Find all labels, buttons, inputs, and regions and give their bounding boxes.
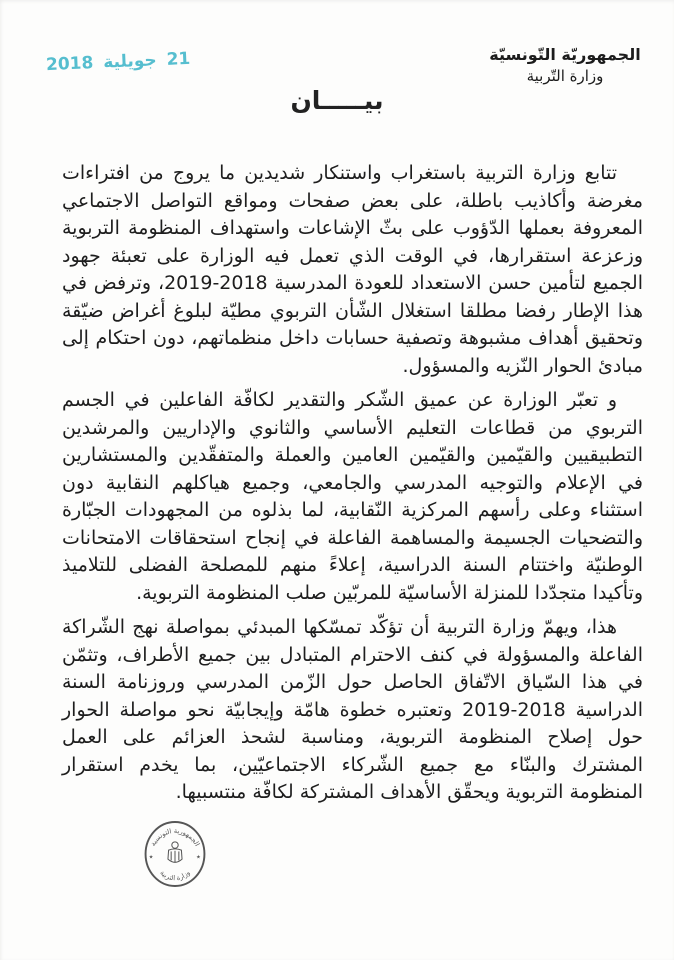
svg-text:وزارة التربية (158, 869, 191, 882)
paragraph-1: تتابع وزارة التربية باستغراب واستنكار شديدين ما يروج من افتراءات مغرضة وأكاذيب باطلة، على بعض صفحات ومواقع التواصل الاجتماعي المعروفة بعملها الدّؤوب على بثّ الإشاعات واستهداف المنظومة التربوية وزعزعة استقرارها، في الوقت الذي تعمل فيه الوزارة على تعبئة جهود الجميع لتأمين حسن الاستعداد للعودة المدرسية 2018-2019، وترفض في هذا الإطار رفضا مطلقا استغلال الشّأن التربوي مطيّة لبلوغ أغراض ضيّقة وتحقيق أهداف مشبوهة وتصفية حسابات داخل منظماتهم، دون احتكام إلى مبادئ الحوار النّزيه والمسؤول. (62, 162, 643, 377)
letterhead (470, 45, 660, 85)
paragraph-2: و تعبّر الوزارة عن عميق الشّكر والتقدير لكافّة الفاعلين في الجسم التربوي من قطاعات التعليم الأساسي والثانوي والإداريين والمرشدين التطبيقيين والقيّمين والقيّمين العامين والعملة والمتفقّدين والمستشارين في الإعلام والتوجيه المدرسي والجامعي، وجميع هياكلهم النقابية دون استثناء وعلى رأسهم المركزية النّقابية، لما بذلوه من المجهودات الجبّارة والتضحيات الجسيمة والمساهمة الفاعلة في إنجاح استحقاقات الامتحانات الوطنيّة واختتام السنة الدراسية، إعلاءً منهم للمصلحة الفضلى للتلاميذ وتأكيدا متجدّدا للمنزلة الأساسيّة للمربّين صلب المنظومة التربوية. (62, 389, 643, 604)
date-stamp: 21 جويلية 2018 (45, 48, 191, 76)
ministry-name: وزارة التّربية (526, 67, 604, 85)
seal-star-right-icon: ★ (196, 854, 201, 861)
seal-center-emblem-icon (168, 842, 182, 862)
seal-star-left-icon: ★ (148, 854, 154, 861)
seal-bottom-text: وزارة التربية (158, 868, 192, 883)
paragraph-3: هذا، ويهمّ وزارة التربية أن تؤكّد تمسّكها المبدئي بمواصلة نهج الشّراكة الفاعلة والمسؤولة في كنف الاحترام المتبادل بين جميع الأطراف، وتثمّن في هذا السّياق الاتّفاق الحاصل حول الزّمن المدرسي وروزنامة السنة الدراسية 2018-2019 وتعتبره خطوة هامّة وإيجابيّة نحو مواصلة الحوار حول إصلاح المنظومة التربوية، ومناسبة لشحذ العزائم على العمل المشترك والبنّاء مع جميع الشّركاء الاجتماعيّين، بما يخدم استقرار المنظومة التربوية ويحقّق الأهداف المشتركة لكافّة منتسبيها. (62, 616, 643, 803)
official-seal-stamp (143, 819, 207, 889)
republic-name: الجمهوريّة التّونسيّة (489, 45, 641, 64)
seal-top-text: الجمهورية التونسية (148, 826, 202, 848)
document-title: بيـــــان (290, 86, 384, 115)
statement-body (62, 160, 643, 814)
